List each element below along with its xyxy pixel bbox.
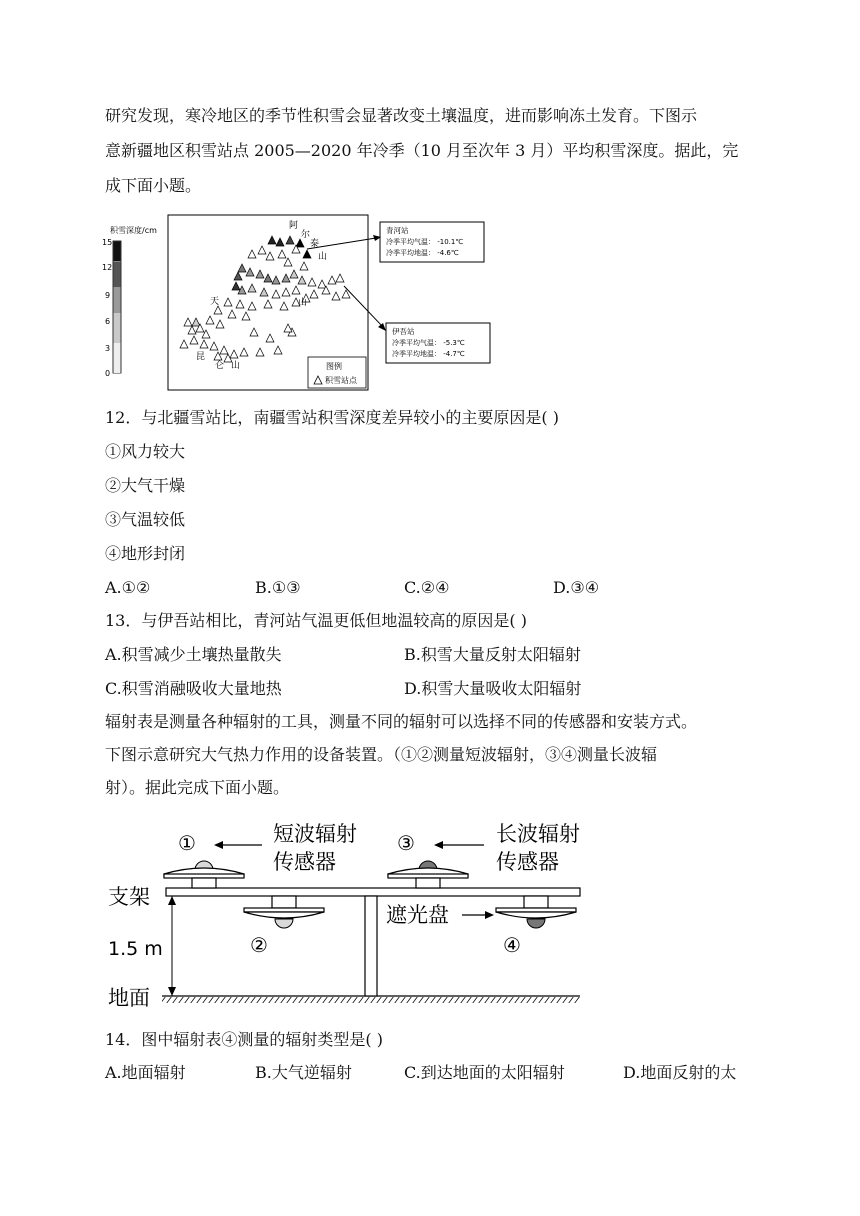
q12-item: ③气温较低: [105, 510, 186, 529]
label-a: 阿: [289, 221, 299, 231]
q12-option-d: D.③④: [553, 578, 600, 597]
scale-title: 积雪深度/cm: [110, 226, 157, 235]
label-shan1: 山: [318, 252, 328, 262]
scale-tick: 9: [105, 291, 111, 300]
q13-option-b: B.积雪大量反射太阳辐射: [404, 645, 581, 664]
q14-option-a: A.地面辐射: [105, 1063, 186, 1082]
intro1-line2: 意新疆地区积雪站点 2005—2020 年冷季（10 月至次年 3 月）平均积雪深度。据此，完: [105, 141, 739, 160]
yiwu-name: 伊吾站: [392, 327, 415, 336]
long-wave-line1: 长波辐射: [496, 822, 580, 846]
q14-option-d: D.地面反射的太: [623, 1063, 737, 1082]
label-tai: 泰: [310, 239, 320, 249]
intro2-line2: 下图示意研究大气热力作用的设备装置。（①②测量短波辐射，③④测量长波辐: [105, 745, 658, 764]
bracket-label: 支架: [108, 885, 150, 909]
label-lun: 仑: [215, 361, 225, 371]
q14-option-c: C.到达地面的太阳辐射: [404, 1063, 565, 1082]
scale-tick: 15: [102, 238, 113, 247]
ground-label: 地面: [108, 986, 150, 1010]
long-wave-line2: 传感器: [496, 850, 559, 874]
q14-option-b: B.大气逆辐射: [255, 1063, 352, 1082]
label-shan3: 山: [231, 361, 241, 371]
q13-option-c: C.积雪消融吸收大量地热: [105, 679, 282, 698]
sensor-1: [164, 854, 244, 888]
label-tian: 天: [210, 297, 220, 307]
label-n1: ①: [178, 831, 196, 855]
label-er: 尔: [301, 230, 311, 240]
label-n2: ②: [250, 933, 268, 957]
sensor-4: [496, 896, 576, 928]
qinghe-ground: 冷季平均地温： -4.6℃: [386, 249, 459, 257]
scale-tick: 0: [105, 369, 111, 378]
q13-stem: 13．与伊吾站相比，青河站气温更低但地温较高的原因是( ): [105, 611, 527, 630]
q13-option-a: A.积雪减少土壤热量散失: [105, 645, 282, 664]
legend-item: 积雪站点: [325, 376, 357, 385]
yiwu-air: 冷季平均气温： -5.3℃: [392, 339, 465, 347]
short-wave-line2: 传感器: [273, 850, 336, 874]
q12-item: ④地形封闭: [105, 544, 186, 563]
q12-option-b: B.①③: [255, 578, 301, 597]
intro1-line3: 成下面小题。: [105, 176, 202, 195]
q14-stem: 14．图中辐射表④测量的辐射类型是( ): [105, 1030, 383, 1049]
scale-tick: 6: [105, 317, 111, 326]
q13-option-d: D.积雪大量吸收太阳辐射: [404, 679, 582, 698]
q12-item: ①风力较大: [105, 442, 186, 461]
intro1-line1: 研究发现，寒冷地区的季节性积雪会显著改变土壤温度，进而影响冻土发育。下图示: [105, 106, 698, 125]
scale-tick: 3: [105, 344, 111, 353]
label-n4: ④: [503, 933, 521, 957]
yiwu-ground: 冷季平均地温： -4.7℃: [392, 350, 465, 358]
q12-option-a: A.①②: [105, 578, 151, 597]
legend-title: 图例: [326, 362, 342, 371]
label-n3: ③: [397, 831, 415, 855]
intro2-line3: 射）。据此完成下面小题。: [105, 778, 290, 797]
label-kun: 昆: [196, 352, 206, 362]
short-wave-line1: 短波辐射: [273, 822, 357, 846]
label-shan2: 山: [298, 298, 308, 308]
sensor-2: [244, 896, 324, 928]
sensor-3: [388, 861, 468, 888]
bracket-pole: [365, 896, 377, 996]
snow-depth-figure: [100, 210, 500, 395]
q12-item: ②大气干燥: [105, 476, 186, 495]
shade-label: 遮光盘: [386, 903, 449, 927]
qinghe-air: 冷季平均气温： -10.1℃: [386, 238, 464, 246]
q12-stem: 12．与北疆雪站比，南疆雪站积雪深度差异较小的主要原因是( ): [105, 408, 559, 427]
height-label: 1.5 m: [108, 938, 163, 960]
intro2-line1: 辐射表是测量各种辐射的工具，测量不同的辐射可以选择不同的传感器和安装方式。: [105, 712, 698, 731]
scale-tick: 12: [102, 263, 113, 272]
q12-option-c: C.②④: [404, 578, 450, 597]
qinghe-name: 青河站: [386, 226, 409, 235]
radiometer-figure: [100, 812, 600, 1012]
bracket-bar: [166, 888, 580, 896]
